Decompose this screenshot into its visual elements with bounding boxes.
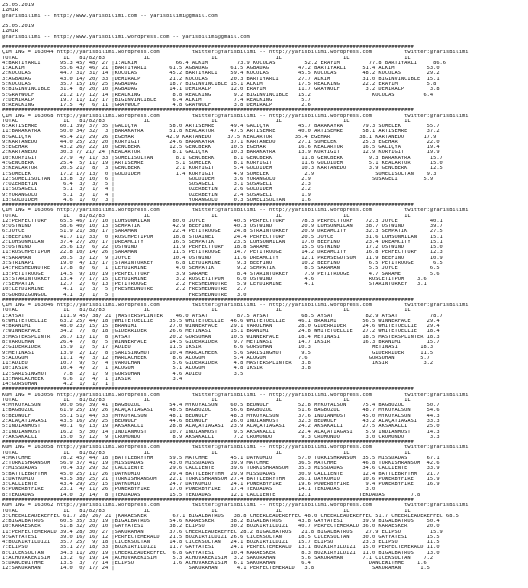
text-line: 10:IKSIR 10.4 4/ 2/ 1 |ALOGUM 5.1 ALOGUM 4.8 IKSIR 3.8 <box>2 366 311 372</box>
text-line: 13:PETITROUGE 14.5 9/ 10/ 19 |PERFECTTURF 3.9 SARAME 8.4 STARINTURKEY 7.9 PETITROUGE 4.7 SARAME 5.6 <box>2 271 440 277</box>
text-line: 1:BEEFINO 41.7 11/ 33/ 0 |RUSCHPETIPUM 18.8 STDAINEI 24.4 PERFECTTURF 20.5 JOYCE 31.6 LUHSONMILAN 15.1 <box>2 234 443 240</box>
text-line: İZMİR <box>2 29 19 35</box>
text-line: 2:KOCULAS 44.7 31/ 31/ 14 |KOCULAS 45.2 BARTIYARLI 59.4 KOCULAS 45.5 KOCULAS 48.2 KOCULAS 29.2 <box>2 71 440 77</box>
text-line: 9:OSTWIND 58.6 40/ 10/ 13 |SEMPATIK 42.9 BEEFINO 40.3 OSTWIND 20.9 LUHSONMILAN 38.7 OSTWIND 39.7 <box>2 224 443 230</box>
text-line: 13:GÜLDİDEM 4.6 1/ 0/ 3 | YORANGÜLÜ 0.3 SUMELISULTAN 1.6 <box>2 197 311 203</box>
text-line: 25.05.2019 <box>2 24 35 30</box>
text-line: 3:STRINAPI 19.0 4/ 13/ 17 |STARINTURKEY 6.8 LEYDIRMINE 9.3 BEEFINO 10.2 BEEFINO 6.5 PETITROUGE 6.5 <box>2 261 443 267</box>
text-line: 11:PERFECTEMERALD 39.4 28/ 30/ 27 |SAKURAHAN 37.6 CHEERLEADEREFFEC 28.2 BIGALBATROS 21.8 BIGALBATROS 27.9 ELIPSU 15.9 <box>2 529 443 535</box>
text-line: 25.05.2019 <box>2 3 35 8</box>
text-line: 4:SARAMAN 20.5 3/ 12/ 9 |JOYCE 10.4 OSTWIND 11.6 DREAMCITY 12.1 PREMSEGUTSUM 11.9 BEEFINO 10.9 <box>2 255 443 261</box>
text-line: 12:SARISINGHUT 7.8 2/ 1/ 9 |GÜRSUHAN 4.6 ADIEU 3.5 <box>2 371 244 377</box>
text-line: 9:METINAS1 13.9 2/ 12/ 8 |SARISINGHUT 10.4 HARLACHEEK 5.6 SARISINGHUT 9.5 GİDERRİDER 11.5 <box>2 350 434 356</box>
text-line: 14:GÜRSUHAN 4.2 1/ 1/ 1 | <box>2 382 115 388</box>
text-line: 1:BAĞBOZUL 61.9 25/ 19/ 26 |ALAÇATIAĞASI 48.5 BAĞBOZUL 56.6 BAĞBOZUL 51.6 BAĞBOZUL 48.7 MYKOYALSUN 54.6 <box>2 408 440 414</box>
text-line: 6:POWERBYFIRE 23.1 4/ 11/ 26 |POWERBYFIRE 17.0 POWERBYFIRE 17.4 TEKDADAS 14.1 TEKDADAS 3.0 <box>2 487 376 493</box>
text-line: ÇIM 1NG = 163068 http://yarisbilimi.wordpress.com twitter:@YarisBilimi -- http://yarisbilimi.wordpress.com twitter:@YarisBilimi <box>2 113 469 119</box>
text-line: 5:INDIANMOST 40.1 6/ 13/ 19 |AKSAKALLI 28.8 ALAÇATIAĞASI 23.9 ALAÇATIAĞASI 24.2 AKSAKALLI 27.5 AKSAKALLI 25.0 <box>2 424 440 430</box>
text-line: ÇIM 1NG = 163066 http://yarisbilimi.wordpress.com twitter:@YarisBilimi -- http://yarisbilimi.wordpress.com twitter:@YarisBilimi <box>2 208 469 214</box>
text-line: 12:SUMELISULTAN 13.8 3/ 10/ 6 | GÜLDİDEM 3.6 YORANGÜLÜ 2.9 SUSAGELI 5.9 <box>2 176 434 182</box>
text-line: 6:ARTISEMRE 60.1 39/ 37/ 35 |GALİÇYA 58.0 ARTISEMRE 49.4 GALİÇYA 45.7 BARAKAYRA 79.3 SUMELEK 55.7 <box>2 124 440 130</box>
text-line: 11:BARAKAYRA 50.0 34/ 32/ 3 |BARAKAYRA 51.8 KEALARTUR 47.5 ARTISEMRE 40.0 ARTISEMRE 58.1 ARTISEMRE 37.2 <box>2 129 440 135</box>
text-line: 7:WINNERFACE 34.2 7/ 8/ 18 |GİDERRİDER 26.6 METINAS1 15.1 BRANIMI 24.8 WHITETOELLIE 27.2 WHITETOELLIE 18.4 <box>2 329 440 335</box>
text-line: 4:MATCHME 78.2 45/ 44/ 18 |BATTLEBRYTHM 59.5 MATCHME 45.1 DAYKOMIO 57.0 TURKISHRANSOM 35.5 MISSDADAS 67.1 <box>2 455 440 461</box>
separator-line: ################################################################################################################################ <box>2 387 414 393</box>
text-line: 6:BEDWULF 55.1 51/ 44/ 33 |MYKOYALSUN 48.1 BEDWULF 48.3 MYKOYALSUN 37.6 INDIANMOST 45.0 MYKOYALSUN 44.3 <box>2 413 440 419</box>
text-line: 3:CALLIENTE 43.4 29/ 25/ 15 |DAYKOMIO 24.7 DAYKOMIO 24.1 POWERBYFIRE 19.6 POWERBYFIRE 9.4 POWERBYFIRE 16.9 <box>2 482 440 488</box>
text-line: 7:DEMIRALP 19.7 11/ 12/ 17 |BIGINVINCIBLE 6.4 ALKIM 7.4 REALKING 5.7 <box>2 97 311 103</box>
separator-line: ################################################################################################################################ <box>2 297 414 303</box>
text-line: 1:SUMELEK 17.2 17/ 13/ 0 |GÜLDİDEM 1.4 KORYIGIT 4.9 SUMELEK 2.9 SUMELISULTAN 9.3 <box>2 171 437 177</box>
text-line: 3:AGBADAĞ 43.0 14/ 20/ 33 |DEMIRALP 21.2 KOCULAS 20.3 BARTIYARLI 27.7 ALKIM 31.0 BIGINVINCIBLE 15.1 <box>2 76 440 82</box>
text-line: KUM 1NG = 163058 http://yarisbilimi.wordpress.com twitter:@YarisBilimi -- http://yarisbilimi.wordpress.com twitter:@YarisBilimi <box>2 445 469 451</box>
text-line: 12:PERFECTTURF 65.5 46/ 17/ 10 |LUHSONMILAN 80.0 JOYCE 40.5 PERFECTTURF 78.3 PERFECTTURF 72.3 JOYCE 40.1 <box>2 218 443 224</box>
text-line: 15:STARINTURKEY 13.4 7/ 17/ 15 |LEYDIRMINE 3.2 ROSCETITPUM 6.0 OSTWIND 4.6 ROSCETITPUM 3.6 <box>2 276 427 282</box>
text-line: 5:OSTWIND 25.6 13/ 6/ 22 |OSTWIND 11.9 PERFECTTURF 18.8 SARAME 15.5 OSTWIND 17.2 OSTWIND 15.0 <box>2 245 443 251</box>
text-line: 7:ÖZERBEYİN 6.4 3/ 3/ 5 | SUSAGELI 3.1 SUSAGELI 2.3 <box>2 182 311 188</box>
text-line: 2:GİDERRİDER 15.9 1/ 5/ 17 |ADIEU 11.5 IKSIR 6.6 GÜRSUHAN 10.3 METINAS1 18.3 <box>2 345 434 351</box>
text-line: ÇIM 1NG = 163046 http://yarisbilimi.wordpress.com twitter:@YarisBilimi -- http://yarisbilimi.wordpress.com twitter:@YarisBilimi <box>2 303 469 309</box>
text-line: 5:ALOGUM 11.1 4/ 3/ 12 |HARLACHEEK 8.6 ALOGUM 5.4 ALOGUM 7.6 GÜRSUHAN 5.7 <box>2 355 430 361</box>
text-line: 5:KOCULAS 35.7 15/ 16/ 25 |AGBADAĞ 18.7 BIGINVINCIBLE 15.1 ALKIM 17.5 REALKING 22.2 ERAYIM 5.8 <box>2 81 437 87</box>
text-line: 7:ELIPSU 35.1 27/ 18/ 33 |BOZKIRYILDIZI 11.7 GAYYATESI 24.1 PERFECTEMERALD 13.1 BOZKIRYILDIZI 15.0 PERFECTEMERALD 11.0 <box>2 545 440 551</box>
text-line: 6:WHITETOELLIE 63.2 25/ 44/ 18 |WHITETOELLIE 35.5 WHITETOELLIE 46.6 WHITETOELLIE 46.1 BRANIMI 56.5 WINNERFACE 29.4 <box>2 318 440 324</box>
text-line: 4:GENCBERK 25.4 5/ 11/ 19 |ARTISEMRE 5.1 SUMELEK 8.1 KORYIGIT 11.6 GÜLDİDEM 5.1 KEALARTUR 15.0 <box>2 160 443 166</box>
text-line: TOTAL 1L 81/82/83 1L 1L 1L 1L 1L <box>2 118 411 124</box>
text-line: 7:SEMPATIK 12.7 2/ 6/ 13 |PETITROUGE 2.2 FRESHEDNUTRE 5.9 LEYDIRMINE 4.1 STARINTURKEY 3.1 <box>2 282 427 288</box>
text-line: 1:ALKIM 55.6 43/ 46/ 21 |BARTIYARLI 61.5 AGBADAG 61.5 AGBADAĞ 47.2 BARTIYARLI 51.4 ALKIM 53.0 <box>2 66 440 72</box>
text-line: 4:BARTIYARLI 95.3 45/ 48/ 27 |1:ALKIM 66.4 ALKIM 73.9 KOCULAS 52.2 ERAYIM 77.8 BARTIYARLI 86.6 <box>2 60 446 66</box>
text-line: 8:VAROLHAN 26.4 7/ 8/ 5 |WINNERFACE 14.5 GİDERRİDER 9.7 METINAS1 14.7 IKSIR 16.3 BRANIMI 15.7 <box>2 340 440 345</box>
text-line: 4:MYKOYALSUN 90.0 56/ 39/ 41 |BAĞBOZUL 54.4 MYKOYALSUN 60.5 BEDWULF 52.8 MYKOYALSUN 75.4 BAĞBOZUL 50.7 <box>2 403 440 409</box>
text-line: 2:TURKISHRANSOM 56.9 37/ 41/ 19 |MISSDADAS 43.0 MISSDADAS 39.9 MATCHME 36.5 MATCHME 46.8 TURKISHRANSOM 42.6 <box>2 461 440 467</box>
text-line: 6:BIGINVINCIBLE 31.4 8/ 20/ 10 |AGBADAĞ 14.1 DEMIRALP 12.0 ERAYIM 11.7 GRAYWOLF 3.2 DEMIRALP 3.8 <box>2 87 440 93</box>
text-line: 2:KARTANEDO 30.3 7/ 21/ 24 |KEALARTUR 8.1 GALİÇYA 10.3 BARAKAYRA 13.9 KORYIGIT 12.9 KORYIGIT 19.9 <box>2 150 440 156</box>
text-line: 4:BOZKIRYILDIZI 35.7 25/ 9/ 18 |CICEKSULTAN 14.8 CICEKSULTAN 24.1 BOZKIRYILDIZI 15.7 ELIPSU 23.3 ELIPSU 11.5 <box>2 540 440 546</box>
text-line: TOTAL 1L 81/82/83 1L 1L 1L 1L 1L <box>2 55 411 61</box>
text-line: 6:JOYCE 51.9 21/ 38/ 17 |SARAMAN 22.4 PETITROUGE 24.8 STRAINTURKEY 20.9 DREAMCITY 32.3 SEMPATIK 27.5 <box>2 229 443 235</box>
text-line: TOTAL 1L 81/82/83 1L 1L 1L 1L 1L <box>2 397 411 403</box>
text-line: 5:DANCEWITHME 13.5 3/ 7/ 14 |ELIPSU 1.6 ACHUVAKEKISIM 6.1 SAKURAHAN 6.4 DANCEWITHME 1.6 <box>2 561 427 567</box>
text-line: 2:BIGALBATROS 60.5 35/ 33/ 19 |BIGALBATROS 54.6 KARAESKER 38.2 BIGALBATROS 43.8 GAYYATESI 39.9 BIGALBATROS 50.4 <box>2 519 440 525</box>
separator-line: ################################################################################################################################ <box>2 203 414 209</box>
text-line: TOTAL 1L 81/82/83 1L 1L 1L 1L 1L <box>2 450 411 456</box>
text-line: 3:KEALARTUR 20.5 21/ 8/ 3 |GENCBERK 2.1 KORYIGIT 5.4 GÜLDİDEM 10.3 KARTANEDO 3.9 GENCBERK 12.5 <box>2 166 443 172</box>
text-line: @YarisBilimi -- http://www.yarisbilimi.wordpress.com -- yarisbilimi@gmail.com <box>2 34 250 40</box>
text-line: 8:CICEKSULTAN 34.3 11/ 20/ 19 |CHEERLEADEREFFEC 6.8 GAYYATESI 10.4 KARAESKER 8.3 BOZKIRYILDIZI 11.0 BIGALBATROS 13.0 <box>2 550 440 556</box>
text-line: 10:KORYIGIT 27.9 4/ 11/ 33 |SUMELISULTAN 8.1 GENCBERK 8.1 GENCBERK 11.8 GENCBERK 9.3 BARAKAYRA 15.7 <box>2 155 443 161</box>
text-line: 3:MASTERSPLINTR 26.7 13/ 11/ 8 |AYSAT 20.2 GÜRSUHAN 10.5 WINNERFACE 18.4 METINAS1 18.5 MASTERSPLINTER 18.3 <box>2 334 440 340</box>
separator-line: ################################################################################################################################ <box>2 45 414 51</box>
separator-line: ################################################################################################################################ <box>2 497 414 503</box>
text-line: İZMİR <box>2 8 19 14</box>
text-line: 11:RUSCHPETIPUM 22.8 10/ 14/ 26 |SARAMAN 11.5 PETITROUGE 14.7 PETITROUGE 14.2 DREAMCITY 16.8 PERFECTTURF 12.3 <box>2 250 443 256</box>
text-line: TOTAL 1L 81/82/83 1L 1L 1L 1L 1L <box>2 508 411 514</box>
text-line: 9:GAYYATESI 39.0 16/ 16/ 12 |PERFECTEMERALD 21.5 BOZKIRYILDIZI 26.6 CICEKSULTAN 18.5 CICEKSULTAN 30.0 GAYYATESI 15.5 <box>2 534 440 540</box>
text-line: 10:KARAESKER 51.8 32/ 20/ 10 |GAYYATESI 38.2 ELIPSU 30.2 BOZKIRYILDIZI 40.7 PERFECTEMERALD 36.0 KARAESKER 20.0 <box>2 524 440 530</box>
separator-line: ################################################################################################################################ <box>2 440 414 446</box>
text-line: 5:GRAYWOLF 21.2 17/ 12/ 14 |REALKING 8.8 REALKING 9.2 BIGINVINCIBLE 15.2 KOCULAS 6.4 <box>2 92 434 98</box>
separator-line: ################################################################################################################################ <box>2 108 414 114</box>
text-line: 11:SUSAGELI 5.1 3/ 1/ 4 | ÖZERBEYİN 2.6 GÜLDİDEM 2.2 <box>2 187 311 193</box>
text-line: 2:ALAÇATIAĞASI 43.5 16/ 29/ 25 |BEDWULF 44.6 BEDWULF 26.0 INDIANMOST 32.3 BEDWULF 43.2 ALAÇATIAĞASI 33.3 <box>2 418 440 424</box>
text-line: TOTAL 1L 81/82/83 1L 1L 1L 1L 1L <box>2 213 411 219</box>
text-line: 5:EGEHAR 43.2 26/ 22/ 10 |GENCBERK 12.5 GENCBERK 10.5 EGEHAR 16.6 KEALARTUR 16.5 GALİÇYA 19.4 <box>2 145 440 151</box>
text-line: 1:DAYKOMIO 43.5 38/ 25/ 21 |TURKISHRANSOM 22.1 TURKISHRANSOM 27.4 BATTLEBRYTHM 26.1 DAYKOMIO 10.6 POWERBYFIRE 15.9 <box>2 476 440 482</box>
text-line: 8:GURBUZGÜNGÜL 4.1 3/ 1/ 5 | FRESHEDNUTRE 3.0 <box>2 292 247 298</box>
text-line: 12:SAKURAHAN 14.0 0/ 17/ 24 | SAKURAHAN 4.1 PERFECTEMERALD 3.8 SAKURAHAN 1.5 <box>2 566 430 572</box>
text-line: 7:AKSAKALLI 15.0 5/ 12/ 9 |CROMONDO 8.9 AKSAKALLI 7.2 CROMONDO 9.3 CROMONDO 3.0 CROMONDO 3.3 <box>2 434 440 440</box>
text-line: 11:ADIEU 10.7 9/ 5/ 4 |VAROLHAN 5.6 GİDERRİDER 4.8 MASTERSPLINTER 3.8 IKSIR 3.2 <box>2 361 434 367</box>
text-line: ÇIM 1NG = 163044 http://yarisbilimi.wordpress.com twitter:@YarisBilimi -- http://yarisbilimi.wordpress.com twitter:@YarisBilimi <box>2 50 469 56</box>
text-line: 2:LUHSONMILAN 37.4 27/ 20/ 17 |DREAMCITY 16.5 SEMPATIK 23.5 LUHSONMILAN 17.0 BEEFINO 23.4 DREAMCITY 15.1 <box>2 239 443 245</box>
text-line: TOTAL 1L 81/82/83 1L 1L 1L 1L 1L <box>2 308 411 314</box>
text-line: 14:FRESHEDNUTRE 17.8 8/ 6/ 1 |LEYDIRMINE 4.0 SEMPATIK 9.2 SEMPATIK 8.5 SARAMAN 5.5 JOYCE 6.5 <box>2 266 440 272</box>
text-line: 1:AYSAT 111.9 45/ 38/ 21 |MASTERSPLINTER 46.0 AYSAT 87.5 AYSAT 68.5 AYSAT 82.9 AYSAT 78.7 <box>2 313 443 319</box>
text-line: 9:YORANGÜLÜ 5.1 3/ 1/ 4 | ÖZERBEYİN 2.4 SUSAGELI 1.9 <box>2 192 311 198</box>
text-line: 13:HARLACHEEK 6.6 1/ 4/ 1 |IKSIR 3.4 <box>2 376 183 382</box>
text-line: @YarisBilimi -- http://www.yarisbilimi.com -- yarisbilimi@gmail.com <box>2 13 218 19</box>
text-line: 10:LEYDIRMINE 4.1 1/ 3/ 5 |FRESHEDNUTRE 2.2 FRESHEDNUTRE 2.7 <box>2 287 247 293</box>
text-line: 3:INDIANMOST 16.2 5/ 30/ 14 |INDIANMOST 10.7 INDIANMOST 9.5 AKSAKALLI 22.4 ALAÇATIAĞASI 5.9 INDIANMOST 14.3 <box>2 429 440 435</box>
text-line: 5:BATTLEBRYTHM 45.0 25/ 11/ 26 |DAYKOMIO 29.4 BATTLEBRYTHM 29.9 MISSDADAS 30.9 CALLIENTE 12.4 BATTLEBRYTHM 21.7 <box>2 471 440 477</box>
text-line: 8:GALİÇYA 45.4 21/ 29/ 26 |EGEHAR 42.9 KARTANEDO 37.5 KEALARTUR 35.4 EGEHAR 38.1 KARTANEDO 17.9 <box>2 134 437 140</box>
text-line: KUM 1NG = 163056 http://yarisbilimi.wordpress.com twitter:@YarisBilimi -- http://yarisbilimi.wordpress.com twitter:@YarisBilimi <box>2 392 469 398</box>
text-line: 8:TEKDADAS 14.0 3/ 14/ 8 |TEKDADAS 15.5 TEKDADAS 12.1 CALLIENTE 12.1 TEKDADAS 7.8 <box>2 492 421 498</box>
text-line: KUM 1NG = 163062 http://yarisbilimi.wordpress.com twitter:@YarisBilimi -- http://yarisbilimi.wordpress.com twitter:@YarisBilimi <box>2 503 469 509</box>
text-line: 1:ACHUVAKEKISIM 13.2 6/ 19/ 14 |ACHUVAKEKISIM 5.3 ACHUVAKEKISIM 3.2 SAKURAHAN 5.6 SAKURAHAN 7.1 CICEKSULTAN 7.2 <box>2 555 434 561</box>
text-line: 3:CHEERLEADEREFFEC 61.7 28/ 26/ 21 |KARAESKER 67.1 BIGALBATROS 38.8 CHEERLEADEREFFEC 48.0 CHEERLEADEREFFEC 51.7 CHEERLEADEREFFEC 68.5 <box>2 513 459 519</box>
text-line: 7:MISSDADAS 70.4 33/ 29/ 32 |CALLIENTE 29.6 CALLIENTE 39.6 TURKISHRANSOM 35.3 MISSDADAS 34.6 CALLIENTE 33.9 <box>2 466 440 472</box>
text-line: 4:BRANIMI 48.0 23/ 15/ 15 |BRANIMI 27.0 WINNERFACE 29.1 VAROLHAN 28.0 GİDERRİDER 24.6 WHITETOELLIE 29.4 <box>2 324 440 330</box>
text-line: 9:KARTANEDO 44.0 25/ 23/ 20 |KORYIGIT 24.6 BARAKAYRA 37.1 KARTANEDO 27.1 SUMELEK 25.3 EGEHAR 22.0 <box>2 139 440 145</box>
text-line: 8:REALKING 17.5 4/ 6/ 11 |GRAYWOLF 4.8 GRAYWOLF 3.8 DEMIRALP 2.6 <box>2 103 311 109</box>
